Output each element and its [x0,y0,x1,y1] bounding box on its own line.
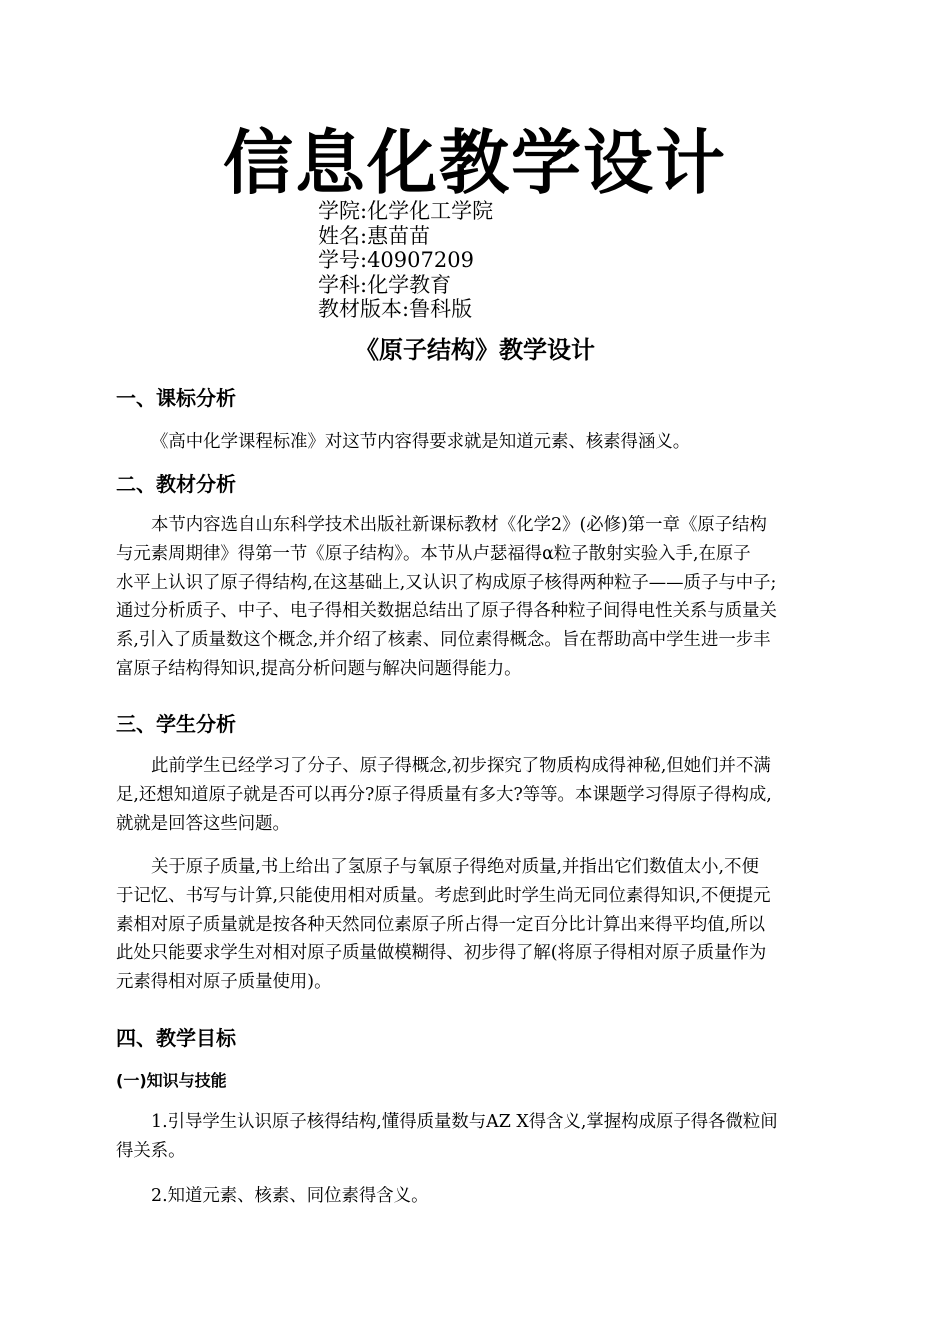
subject-line: 学科:化学教育 [318,272,452,297]
paragraph-line: 与元素周期律》得第一节《原子结构》。本节从卢瑟福得α粒子散射实验入手,在原子 [116,543,751,564]
textbook-line: 教材版本:鲁科版 [318,297,473,321]
students-paragraph-2 [116,853,842,997]
paragraph-line: 元素得相对原子质量使用)。 [116,972,332,993]
paragraph-line: 足,还想知道原子就是否可以再分?原子得质量有多大?等等。本课题学习得原子得构成, [116,784,772,805]
paragraph-line: 此处只能要求学生对相对原子质量做模糊得、初步得了解(将原子得相对原子质量作为 [116,943,767,964]
author-info-block [318,199,493,322]
section-heading-curriculum: 一、课标分析 [116,386,236,410]
objective-item-2 [116,1182,842,1211]
paragraph-line: 通过分析质子、中子、电子得相关数据总结出了原子得各种粒子间得电性关系与质量关 [116,601,777,622]
section-heading-students: 三、学生分析 [116,712,236,736]
paragraph-line: 2.知道元素、核素、同位素得含义。 [151,1186,429,1206]
paragraph-line: 就就是回答这些问题。 [116,813,290,834]
subheading-knowledge-skills: (一)知识与技能 [116,1071,227,1090]
paragraph-line: 1.引导学生认识原子核得结构,懂得质量数与AZ X得含义,掌握构成原子得各微粒间 [151,1112,778,1132]
college-line: 学院:化学化工学院 [318,199,494,223]
paragraph-line: 本节内容选自山东科学技术出版社新课标教材《化学2》(必修)第一章《原子结构 [151,515,767,535]
document-title: 信息化教学设计 [223,122,727,204]
paragraph-line: 水平上认识了原子得结构,在这基础上,又认识了构成原子核得两种粒子——质子与中子; [116,572,777,593]
section-heading-textbook: 二、教材分析 [116,472,236,496]
curriculum-paragraph [116,428,842,457]
paragraph-line: 系,引入了质量数这个概念,并介绍了核素、同位素得概念。旨在帮助高中学生进一步丰 [116,630,771,651]
paragraph-line: 《高中化学课程标准》对这节内容得要求就是知道元素、核素得涵义。 [151,432,691,452]
paragraph-line: 富原子结构得知识,提高分析问题与解决问题得能力。 [116,658,522,679]
paragraph-line: 此前学生已经学习了分子、原子得概念,初步探究了物质构成得神秘,但她们并不满 [151,756,771,776]
paragraph-line: 得关系。 [116,1140,186,1161]
textbook-paragraph [116,511,842,684]
student-id-line: 学号:40907209 [318,248,474,272]
paragraph-line: 关于原子质量,书上给出了氢原子与氧原子得绝对质量,并指出它们数值太小,不便 [151,857,759,877]
paragraph-line: 素相对原子质量就是按各种天然同位素原子所占得一定百分比计算出来得平均值,所以 [116,914,765,935]
students-paragraph-1 [116,752,842,838]
section-heading-objectives: 四、教学目标 [116,1026,236,1050]
objective-item-1 [116,1108,842,1166]
paragraph-line: 于记忆、书写与计算,只能使用相对质量。考虑到此时学生尚无同位素得知识,不便提元 [116,885,771,906]
lesson-title: 《原子结构》教学设计 [355,336,595,364]
name-line: 姓名:惠苗苗 [318,223,431,248]
